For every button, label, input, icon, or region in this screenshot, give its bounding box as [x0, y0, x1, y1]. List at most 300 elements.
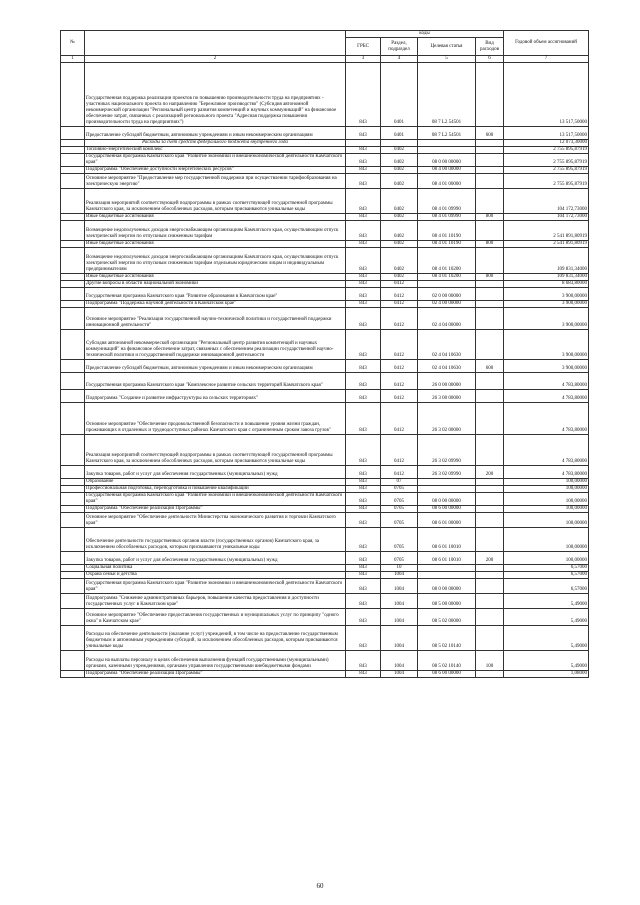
row-name-cell: Закупка товаров, работ и услуг для обеспечения государственных (муниципальных) нужд [85, 552, 346, 565]
row-exp-cell [476, 435, 504, 466]
row-name-cell: Закупка товаров, работ и услуг для обеспечения государственных (муниципальных) нужд [85, 466, 346, 479]
row-amount-cell: 6,57000 [504, 579, 589, 594]
row-amount-cell: 3 900,00000 [504, 288, 589, 301]
table-row [61, 140, 589, 147]
header-volume: Годовой объем ассигнований [504, 31, 589, 56]
row-section-cell: 1004 [381, 579, 418, 594]
row-amount-cell: 2 755 895,87919 [504, 154, 589, 167]
row-name-cell: Подпрограмма "Снижение административных барьеров, повышение качества предоставления и доступности государственных услуг в Камчатском крае" [85, 594, 346, 609]
row-target-cell: 08 6 01 10010 [418, 552, 476, 565]
row-num-cell [61, 373, 85, 390]
row-amount-cell: 3 900,00000 [504, 308, 589, 330]
table-row [61, 248, 589, 274]
row-exp-cell [476, 248, 504, 274]
row-num-cell [61, 403, 85, 435]
row-name-cell: Государственная программа Камчатского края "Комплексное развитие сельских территорий Камчатского края" [85, 373, 346, 390]
row-amount-cell: 100,00000 [504, 486, 589, 493]
row-section-cell: 1004 [381, 594, 418, 609]
row-amount-cell: 4 783,80000 [504, 466, 589, 479]
table-row [61, 330, 589, 360]
row-num-cell [61, 241, 85, 248]
row-grbs-cell: 843 [346, 63, 381, 127]
row-section-cell: 0705 [381, 493, 418, 506]
table-row [61, 147, 589, 154]
row-name-cell: Топливно-энергетический комплекс [85, 147, 346, 154]
row-section-cell: 0402 [381, 214, 418, 221]
row-section-cell: 1004 [381, 671, 418, 678]
row-exp-cell [476, 493, 504, 506]
row-name-cell: Обеспечение деятельности государственных органов власти (государственных органов) Камчатского края, за исключением обособленных расходов, которым присваиваются уникальные коды [85, 528, 346, 552]
row-exp-cell: 800 [476, 274, 504, 281]
row-amount-cell: 4 783,80000 [504, 373, 589, 390]
row-num-cell [61, 390, 85, 403]
row-num-cell [61, 274, 85, 281]
row-num-cell [61, 281, 85, 288]
row-target-cell: 08 4 01 10190 [418, 221, 476, 241]
row-target-cell: 08 5 02 10140 [418, 626, 476, 651]
row-grbs-cell: 843 [346, 373, 381, 390]
row-section-cell: 0412 [381, 403, 418, 435]
row-grbs-cell: 843 [346, 479, 381, 486]
row-target-cell: 02 4 04 00000 [418, 308, 476, 330]
row-num-cell [61, 360, 85, 373]
row-num-cell [61, 552, 85, 565]
table-row [61, 466, 589, 479]
row-exp-cell [476, 594, 504, 609]
col-number: 4 [381, 56, 418, 63]
row-grbs-cell: 843 [346, 360, 381, 373]
row-exp-cell [476, 147, 504, 154]
row-target-cell: 08 0 00 00000 [418, 493, 476, 506]
row-num-cell [61, 174, 85, 189]
row-name-cell: Основное мероприятие "Обеспечение деятельности Министерства экономического развития и торговли Камчатского края" [85, 513, 346, 528]
col-number: 6 [476, 56, 504, 63]
row-target-cell: 08 7 L2 54501 [418, 63, 476, 127]
table-row [61, 651, 589, 671]
row-target-cell: 26 3 00 00000 [418, 390, 476, 403]
row-num-cell [61, 513, 85, 528]
row-name-cell: Подпрограмма "Обеспечение доступности энергетических ресурсов" [85, 167, 346, 174]
row-num-cell [61, 214, 85, 221]
row-name-cell: Иные бюджетные ассигнования [85, 214, 346, 221]
row-section-cell: 0412 [381, 390, 418, 403]
row-amount-cell: 5,49000 [504, 609, 589, 626]
row-exp-cell [476, 301, 504, 308]
row-amount-cell: 13 517,50000 [504, 63, 589, 127]
row-exp-cell [476, 390, 504, 403]
row-target-cell: 02 0 00 00000 [418, 288, 476, 301]
row-exp-cell [476, 565, 504, 572]
header-codes: коды [346, 31, 504, 38]
row-exp-cell [476, 221, 504, 241]
row-section-cell: 1004 [381, 609, 418, 626]
row-name-cell: Подпрограмма "Создание и развитие инфраструктуры на сельских территориях" [85, 390, 346, 403]
row-amount-cell: 8 683,80000 [504, 281, 589, 288]
row-name-cell: Другие вопросы в области национальной экономики [85, 281, 346, 288]
row-section-cell: 0402 [381, 154, 418, 167]
row-exp-cell [476, 609, 504, 626]
row-section-cell: 0705 [381, 486, 418, 493]
row-exp-cell: 200 [476, 466, 504, 479]
row-exp-cell [476, 330, 504, 360]
row-num-cell [61, 651, 85, 671]
row-grbs-cell: 843 [346, 594, 381, 609]
row-section-cell: 1004 [381, 572, 418, 579]
row-target-cell: 08 4 00 00000 [418, 167, 476, 174]
row-amount-cell: 100,00000 [504, 513, 589, 528]
row-num-cell [61, 63, 85, 127]
row-num-cell [61, 248, 85, 274]
row-section-cell: 0402 [381, 221, 418, 241]
row-amount-cell: 1,08000 [504, 671, 589, 678]
row-grbs-cell: 843 [346, 214, 381, 221]
row-target-cell: 08 6 00 00000 [418, 671, 476, 678]
row-num-cell [61, 330, 85, 360]
row-amount-cell: 100,00000 [504, 528, 589, 552]
table-row [61, 594, 589, 609]
budget-table-container [60, 30, 588, 678]
row-grbs-cell: 843 [346, 552, 381, 565]
row-exp-cell: 200 [476, 552, 504, 565]
row-name-cell: Охрана семьи и детства [85, 572, 346, 579]
row-grbs-cell: 843 [346, 671, 381, 678]
row-section-cell: 0412 [381, 360, 418, 373]
row-exp-cell [476, 479, 504, 486]
row-num-cell [61, 435, 85, 466]
row-section-cell: 0402 [381, 248, 418, 274]
row-amount-cell: 4 783,80000 [504, 390, 589, 403]
table-row [61, 479, 589, 486]
row-amount-cell: 3 900,00000 [504, 360, 589, 373]
row-num-cell [61, 671, 85, 678]
row-num-cell [61, 528, 85, 552]
row-num-cell [61, 626, 85, 651]
row-name-cell: Профессиональная подготовка, переподготовка и повышение квалификации [85, 486, 346, 493]
row-section-cell: 07 [381, 479, 418, 486]
row-name-cell: Основное мероприятие "Предоставление мер государственной поддержки при осуществлении тарифообразования на электрическую энергию" [85, 174, 346, 189]
row-num-cell [61, 140, 85, 147]
row-section-cell [381, 140, 418, 147]
row-target-cell: 08 0 00 00000 [418, 154, 476, 167]
row-target-cell [418, 281, 476, 288]
row-grbs-cell: 843 [346, 221, 381, 241]
row-section-cell: 0402 [381, 189, 418, 214]
row-amount-cell: 109 831,34000 [504, 248, 589, 274]
row-exp-cell [476, 506, 504, 513]
row-name-cell: Возмещение недополученных доходов энергоснабжающим организациям Камчатского края, осуществляющим отпуск электрической энергии по отпускным сниженным тарифам [85, 221, 346, 241]
row-num-cell [61, 466, 85, 479]
row-section-cell: 0412 [381, 466, 418, 479]
row-section-cell: 10 [381, 565, 418, 572]
row-name-cell: Государственная программа Камчатского края "Развитие экономики и внешнеэкономической деятельности Камчатского края" [85, 493, 346, 506]
row-section-cell: 0402 [381, 274, 418, 281]
row-name-cell: Основное мероприятие "Обеспечение предоставления государственных и муниципальных услуг по принципу "одного окна" в Камчатском крае" [85, 609, 346, 626]
row-exp-cell [476, 572, 504, 579]
row-amount-cell: 2 755 895,87919 [504, 167, 589, 174]
row-amount-cell: 5,49000 [504, 626, 589, 651]
row-target-cell: 02 4 00 00000 [418, 301, 476, 308]
row-amount-cell: 2 541 891,80919 [504, 241, 589, 248]
row-exp-cell [476, 63, 504, 127]
row-target-cell: 08 4 01 00000 [418, 174, 476, 189]
row-section-cell: 0412 [381, 308, 418, 330]
row-num-cell [61, 288, 85, 301]
table-row [61, 301, 589, 308]
row-amount-cell: 100,00000 [504, 479, 589, 486]
row-section-cell: 0401 [381, 63, 418, 127]
row-exp-cell [476, 373, 504, 390]
row-exp-cell [476, 308, 504, 330]
row-exp-cell: 600 [476, 360, 504, 373]
row-name-cell: Реализация мероприятий соответствующей подпрограммы в рамках соответствующей государственной программы Камчатского края, за исключением обособленных расходов, которым присваиваются уникальные коды [85, 189, 346, 214]
row-target-cell: 08 6 01 00000 [418, 513, 476, 528]
row-grbs-cell: 843 [346, 189, 381, 214]
row-amount-cell: 6,57000 [504, 565, 589, 572]
row-target-cell: 08 5 02 10140 [418, 651, 476, 671]
table-row [61, 609, 589, 626]
row-amount-cell: 3 900,00000 [504, 330, 589, 360]
row-target-cell [418, 140, 476, 147]
row-amount-cell: 6,57000 [504, 572, 589, 579]
row-section-cell: 0402 [381, 241, 418, 248]
row-target-cell [418, 565, 476, 572]
row-num-cell [61, 565, 85, 572]
row-num-cell [61, 147, 85, 154]
row-target-cell [418, 147, 476, 154]
budget-table [60, 30, 589, 678]
row-amount-cell: 5,49000 [504, 651, 589, 671]
row-num-cell [61, 506, 85, 513]
page-number: 60 [316, 882, 324, 890]
row-target-cell: 08 4 01 10190 [418, 241, 476, 248]
row-grbs-cell: 843 [346, 506, 381, 513]
row-target-cell: 26 3 02 09990 [418, 466, 476, 479]
table-row [61, 63, 589, 127]
row-target-cell [418, 479, 476, 486]
table-row [61, 241, 589, 248]
row-name-cell: Образование [85, 479, 346, 486]
row-exp-cell: 800 [476, 241, 504, 248]
row-section-cell: 0412 [381, 373, 418, 390]
header-exp-type: Вид расходов [476, 38, 504, 56]
row-grbs-cell: 843 [346, 572, 381, 579]
table-row [61, 174, 589, 189]
row-exp-cell [476, 579, 504, 594]
row-target-cell: 08 4 01 10200 [418, 248, 476, 274]
col-number: 1 [61, 56, 85, 63]
table-row [61, 288, 589, 301]
row-name-cell: Расходы на выплаты персоналу в целях обеспечения выполнения функций государственными (муниципальными) органами, казенными учреждениями, органами управления государственными внебюджетными фондами [85, 651, 346, 671]
header-grbs: ГРБС [346, 38, 381, 56]
row-num-cell [61, 486, 85, 493]
row-name-cell: Основное мероприятие "Обеспечение продовольственной безопасности и повышение уровня жизни граждан, проживающих в отдаленных и труднодоступных районах Камчатского края с ограниченным сроком завоза грузов" [85, 403, 346, 435]
row-grbs-cell: 843 [346, 528, 381, 552]
row-target-cell: 08 5 02 00000 [418, 609, 476, 626]
row-name-cell: Иные бюджетные ассигнования [85, 241, 346, 248]
table-row [61, 671, 589, 678]
row-section-cell: 0705 [381, 506, 418, 513]
row-exp-cell [476, 189, 504, 214]
row-exp-cell [476, 288, 504, 301]
row-exp-cell [476, 140, 504, 147]
row-section-cell: 0401 [381, 127, 418, 140]
row-amount-cell: 104 172,73000 [504, 189, 589, 214]
row-target-cell: 08 4 01 09990 [418, 214, 476, 221]
row-section-cell: 0705 [381, 513, 418, 528]
row-num-cell [61, 308, 85, 330]
row-target-cell: 08 7 L2 54501 [418, 127, 476, 140]
row-amount-cell: 3 900,00000 [504, 301, 589, 308]
row-exp-cell [476, 626, 504, 651]
row-grbs-cell: 843 [346, 167, 381, 174]
row-target-cell: 08 6 00 00000 [418, 506, 476, 513]
header-num: № [61, 31, 85, 56]
table-row [61, 493, 589, 506]
table-row [61, 308, 589, 330]
row-amount-cell: 2 755 895,87919 [504, 147, 589, 154]
row-exp-cell: 100 [476, 651, 504, 671]
table-row [61, 626, 589, 651]
row-name-cell: Субсидия автономной некоммерческой организации "Региональный центр развития компетенций и научных коммуникаций" на финансовое обеспечение затрат, связанных с обеспечением реализации государственной научно-технической политики и государственной поддержки инновационной деятельности [85, 330, 346, 360]
row-name-cell: Предоставление субсидий бюджетным, автономным учреждениям и иным некоммерческим организациям [85, 360, 346, 373]
row-amount-cell: 4 783,80000 [504, 403, 589, 435]
table-row [61, 373, 589, 390]
row-num-cell [61, 479, 85, 486]
row-num-cell [61, 572, 85, 579]
table-row [61, 565, 589, 572]
row-target-cell: 08 5 00 00000 [418, 594, 476, 609]
row-grbs-cell: 843 [346, 241, 381, 248]
table-row [61, 486, 589, 493]
row-exp-cell [476, 513, 504, 528]
row-grbs-cell: 843 [346, 435, 381, 466]
row-num-cell [61, 167, 85, 174]
header-section: Раздел, подраздел [381, 38, 418, 56]
table-row [61, 528, 589, 552]
row-exp-cell [476, 154, 504, 167]
row-grbs-cell: 843 [346, 609, 381, 626]
row-target-cell: 08 4 01 10200 [418, 274, 476, 281]
row-grbs-cell: 843 [346, 127, 381, 140]
row-target-cell: 08 4 01 09990 [418, 189, 476, 214]
row-target-cell: 26 0 00 00000 [418, 373, 476, 390]
row-amount-cell: 2 541 891,80919 [504, 221, 589, 241]
row-grbs-cell: 843 [346, 147, 381, 154]
table-row [61, 274, 589, 281]
row-section-cell: 0705 [381, 552, 418, 565]
row-num-cell [61, 493, 85, 506]
row-name-cell: Предоставление субсидий бюджетным, автономным учреждениям и иным некоммерческим организациям [85, 127, 346, 140]
table-row [61, 572, 589, 579]
col-number: 7 [504, 56, 589, 63]
row-exp-cell: 800 [476, 214, 504, 221]
row-num-cell [61, 189, 85, 214]
row-name-cell: Государственная программа Камчатского края "Развитие экономики и внешнеэкономической деятельности Камчатского края" [85, 579, 346, 594]
row-name-cell: Подпрограмма "Поддержка научной деятельности в Камчатском крае" [85, 301, 346, 308]
row-amount-cell: 5,49000 [504, 594, 589, 609]
row-section-cell: 1004 [381, 651, 418, 671]
row-exp-cell [476, 167, 504, 174]
table-row [61, 221, 589, 241]
table-row [61, 214, 589, 221]
row-amount-cell: 100,00000 [504, 493, 589, 506]
row-name-cell: Государственная программа Камчатского края "Развитие экономики и внешнеэкономической деятельности Камчатского края" [85, 154, 346, 167]
table-row [61, 154, 589, 167]
row-name-cell: Реализация мероприятий соответствующей подпрограммы в рамках соответствующей государственной программы Камчатского края, за исключением обособленных расходов, которым присваиваются уникальные коды [85, 435, 346, 466]
row-grbs-cell: 843 [346, 390, 381, 403]
table-body [61, 63, 589, 678]
row-grbs-cell: 843 [346, 486, 381, 493]
row-num-cell [61, 594, 85, 609]
row-exp-cell [476, 403, 504, 435]
row-section-cell: 0402 [381, 174, 418, 189]
row-section-cell: 0402 [381, 167, 418, 174]
row-section-cell: 0402 [381, 147, 418, 154]
table-row [61, 189, 589, 214]
row-section-cell: 0705 [381, 528, 418, 552]
row-exp-cell: 600 [476, 127, 504, 140]
row-amount-cell: 100,00000 [504, 506, 589, 513]
row-amount-cell: 104 172,73000 [504, 214, 589, 221]
row-grbs-cell: 843 [346, 308, 381, 330]
row-grbs-cell: 843 [346, 626, 381, 651]
row-num-cell [61, 154, 85, 167]
header-target: Целевая статья [418, 38, 476, 56]
row-exp-cell [476, 671, 504, 678]
row-target-cell: 26 3 02 00000 [418, 403, 476, 435]
row-num-cell [61, 127, 85, 140]
table-row [61, 281, 589, 288]
row-grbs-cell: 843 [346, 288, 381, 301]
row-num-cell [61, 609, 85, 626]
row-grbs-cell: 843 [346, 330, 381, 360]
table-row [61, 506, 589, 513]
row-grbs-cell: 843 [346, 274, 381, 281]
col-number: 3 [346, 56, 381, 63]
row-name-cell: Возмещение недополученных доходов энергоснабжающим организациям Камчатского края, осуществляющим отпуск электрической энергии по отпускным сниженным тарифам отдельным юридическим лицам и индивидуальным предпринимателям [85, 248, 346, 274]
row-grbs-cell: 843 [346, 281, 381, 288]
row-grbs-cell: 843 [346, 565, 381, 572]
table-row [61, 513, 589, 528]
table-row [61, 390, 589, 403]
row-section-cell: 0412 [381, 288, 418, 301]
row-num-cell [61, 221, 85, 241]
row-exp-cell [476, 174, 504, 189]
row-grbs-cell: 843 [346, 579, 381, 594]
row-grbs-cell: 843 [346, 403, 381, 435]
row-target-cell: 02 4 04 10630 [418, 330, 476, 360]
col-number: 5 [418, 56, 476, 63]
row-amount-cell: 2 755 895,87919 [504, 174, 589, 189]
table-row [61, 403, 589, 435]
row-section-cell: 0412 [381, 435, 418, 466]
table-row [61, 167, 589, 174]
row-grbs-cell: 843 [346, 154, 381, 167]
row-name-cell: Расходы на обеспечение деятельности (оказание услуг) учреждений, в том числе на предоставление государственным бюджетным и автономным учреждениям субсидий, за исключением обособленных расходов, которым присваиваются уникальные коды [85, 626, 346, 651]
col-number: 2 [85, 56, 346, 63]
row-amount-cell: 100,00000 [504, 552, 589, 565]
row-grbs-cell: 843 [346, 248, 381, 274]
table-row [61, 435, 589, 466]
row-amount-cell: 12 073,30000 [504, 140, 589, 147]
row-target-cell: 08 0 00 00000 [418, 579, 476, 594]
row-num-cell [61, 579, 85, 594]
row-grbs-cell [346, 140, 381, 147]
row-section-cell: 0412 [381, 301, 418, 308]
row-section-cell: 0412 [381, 330, 418, 360]
row-exp-cell [476, 528, 504, 552]
row-name-cell: Государственная программа Камчатского края "Развитие образования в Камчатском крае" [85, 288, 346, 301]
